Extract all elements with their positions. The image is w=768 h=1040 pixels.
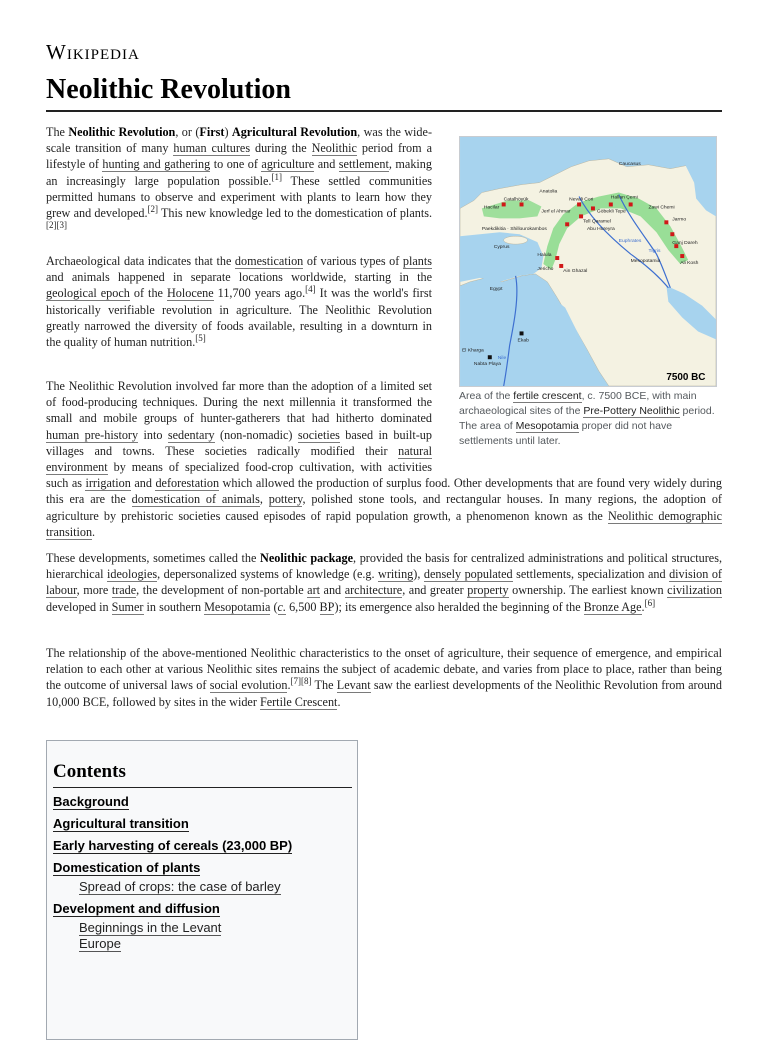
map-date-label: 7500 BC [666,372,706,384]
link-trade[interactable]: trade [111,583,137,598]
link-settlement[interactable]: settlement [338,157,389,172]
link-sedentary[interactable]: sedentary [167,427,215,442]
paragraph-intro: The Neolithic Revolution, or (First) Agricultural Revolution, was the wide-scale transition of many human cultures during the Neolithic period from a lifestyle of hunting and gathering to one of agriculture and settlement, making an increasingly large population possible.[1] These settled communities permitted humans to observe and experiment with plants to learn how they grew and developed.[2] This new knowledge led to the domestication of plants.[2][3] [46,125,432,231]
link-bp[interactable]: BP [319,599,335,614]
fertile-crescent-map[interactable] [459,136,717,387]
toc-item-early-harvesting[interactable]: Early harvesting of cereals (23,000 BP) [53,838,293,853]
map-label-khirokitia: Paekdikitia · Shillourokambos [481,227,547,233]
cyprus-island [504,236,528,244]
toc-item-agricultural-transition[interactable]: Agricultural transition [53,816,189,831]
link-natural-environment[interactable]: natural environment [46,443,432,475]
map-label-abu-hureyra: Abu Hureyra [587,227,615,233]
link-bronze-age[interactable]: Bronze Age [583,599,642,614]
link-pottery[interactable]: pottery [268,492,303,507]
link-levant[interactable]: Levant [336,678,371,693]
map-label-el-kharga: El Kharga [462,348,484,354]
figure-float-spacer [432,378,722,460]
link-irrigation[interactable]: irrigation [85,476,131,491]
link-densely-populated[interactable]: densely populated [423,567,513,582]
paragraph-archaeological-data: Archaeological data indicates that the domestication of various types of plants and animals happened in separate locations worldwide, starting in the geological epoch of the Holocene 11,700 years ago.[4] It was the world's first historically verifiable revolution in agriculture. The Neolithic Revolution greatly narrowed the diversity of foods available, resulting in a downturn in the quality of human nutrition.[5] [46,254,432,350]
link-human-pre-history[interactable]: human pre-history [46,427,139,442]
map-label-euphrates: Euphrates [618,239,642,245]
link-geological-epoch[interactable]: geological epoch [46,286,130,301]
map-label-nile: Nile [497,356,507,362]
map-label-ali-kosh: Ali Kosh [680,260,699,266]
toc-subitem-spread-of-crops[interactable]: Spread of crops: the case of barley [79,879,281,894]
link-division-of-labour[interactable]: division of labour [46,567,722,598]
link-neolithic-demographic-transition[interactable]: Neolithic demographic transition [46,508,722,539]
link-neolithic[interactable]: Neolithic [311,141,357,156]
paragraph-neolithic-package: These developments, sometimes called the Neolithic package, provided the basis for centralized administrations and political structures, hierarchical ideologies, depersonalized systems of knowledge (e.g. writing), densely populated settlements, specialization and division of labour, more trade, the development of non-portable art and architecture, and greater property ownership. The earliest known civilization developed in Sumer in southern Mesopotamia (c. 6,500 BP); its emergence also heralded the beginning of the Bronze Age.[6] [46,551,722,614]
link-sumer[interactable]: Sumer [111,599,144,614]
page-title: Neolithic Revolution [46,74,291,105]
link-fertile-crescent-text[interactable]: Fertile Crescent [259,694,338,709]
link-mesopotamia[interactable]: Mesopotamia [204,599,271,614]
toc-subitem-levant[interactable]: Beginnings in the Levant [79,920,222,935]
map-label-ganj: Ganj Dareh [672,241,698,247]
wikipedia-wordmark[interactable]: Wikipedia [46,40,140,64]
link-deforestation[interactable]: deforestation [155,476,220,491]
citation-ref[interactable]: [2] [147,203,158,214]
link-human-cultures[interactable]: human cultures [173,141,251,156]
map-label-jarmo: Jarmo [672,217,687,223]
map-label-anatolia: Anatolia [539,189,558,195]
map-label-catalhoyuk: Catalhöyük [503,197,529,203]
link-writing[interactable]: writing [378,567,414,582]
link-circa[interactable]: c. [277,599,287,614]
citation-ref[interactable]: [6] [644,597,656,608]
toc-item-domestication-of-plants[interactable]: Domestication of plants [53,860,201,875]
map-label-nevali-cori: Nevali Cori [569,197,594,203]
link-ideologies[interactable]: ideologies [107,567,158,582]
link-agriculture[interactable]: agriculture [261,157,315,172]
map-label-egypt: Egypt [489,286,503,292]
citation-ref[interactable]: [1] [271,171,282,182]
map-label-halula: Halula [537,253,552,259]
link-holocene[interactable]: Holocene [166,286,214,301]
toc-item-development-diffusion[interactable]: Development and diffusion [53,901,220,916]
link-societies[interactable]: societies [297,427,340,442]
map-label-tigris: Tigris [648,249,661,255]
map-label-gobekli: Göbekli Tepe [596,209,626,215]
link-mesopotamia-caption[interactable]: Mesopotamia [515,420,579,432]
link-civilization[interactable]: civilization [667,583,722,598]
map-label-nabta: Nabta Playa [473,362,501,368]
link-art[interactable]: art [307,583,321,598]
link-social-evolution[interactable]: social evolution [209,678,288,693]
link-domestication-of-animals[interactable]: domestication of animals [131,492,260,507]
map-label-hacilar: Hacilar [483,205,500,211]
map-label-jericho: Jericho [537,266,554,272]
citation-ref[interactable]: [5] [195,332,206,343]
map-label-caucasus: Caucasus [618,161,641,167]
citation-ref[interactable]: [7][8] [290,676,312,687]
map-label-ekab: Ekab [517,338,529,344]
citation-ref[interactable]: [2][3] [46,220,67,231]
title-divider [46,110,722,112]
link-domestication[interactable]: domestication [234,254,304,268]
link-pre-pottery-neolithic[interactable]: Pre-Pottery Neolithic [583,405,680,417]
figure-caption: Area of the fertile crescent, c. 7500 BCE, with main archaeological sites of the Pre-Pottery Neolithic period. The area of Mesopotamia proper did not have settlements until later. [459,390,715,447]
toc-item-background[interactable]: Background [53,794,129,809]
toc-title: Contents [53,761,352,788]
link-architecture[interactable]: architecture [344,583,403,598]
map-label-jerf: Jerf el Ahmar [541,209,571,215]
map-label-tell-qaramel: Tell Qaramel [583,219,611,225]
map-label-zawi: Zawi Chemi [648,205,675,211]
link-fertile-crescent[interactable]: fertile crescent [513,390,582,402]
table-of-contents [46,740,358,1040]
map-label-hallan-cemi: Hallan Çemi [610,195,638,201]
map-label-ain-ghazal: Ain Ghazal [563,268,588,274]
map-label-cyprus: Cyprus [493,245,510,251]
toc-subitem-europe[interactable]: Europe [79,936,121,951]
link-plants[interactable]: plants [402,254,432,268]
link-property[interactable]: property [467,583,509,598]
paragraph-relationship: The relationship of the above-mentioned Neolithic characteristics to the onset of agriculture, their sequence of emergence, and empirical relation to each other at various Neolithic sites remains the subject of academic debate, and varies from place to place, rather than being the outcome of universal laws of social evolution.[7][8] The Levant saw the earliest developments of the Neolithic Revolution from around 10,000 BCE, followed by sites in the wider Fertile Crescent. [46,646,722,709]
map-label-mesopotamia: Mesopotamia [630,258,661,264]
link-hunting-gathering[interactable]: hunting and gathering [102,157,211,172]
paragraph-involved-more: The Neolithic Revolution involved far more than the adoption of a limited set of food-producing techniques. During the next millennia it transformed the small and mobile groups of hunter-gatherers that had hitherto dominated human pre-history into sedentary (non-nomadic) societies based in built-up villages and towns. These societies radically modified their natural environment by means of specialized food-crop cultivation, with activities such as irrigation and deforestation which allowed the production of surplus food. Other developments that are found very widely during this era are the domestication of animals, pottery, polished stone tools, and rectangular houses. In many regions, the adoption of agriculture by prehistoric societies caused episodes of rapid population growth, a phenomenon known as the Neolithic demographic transition. [46,379,722,539]
citation-ref[interactable]: [4] [305,284,316,295]
